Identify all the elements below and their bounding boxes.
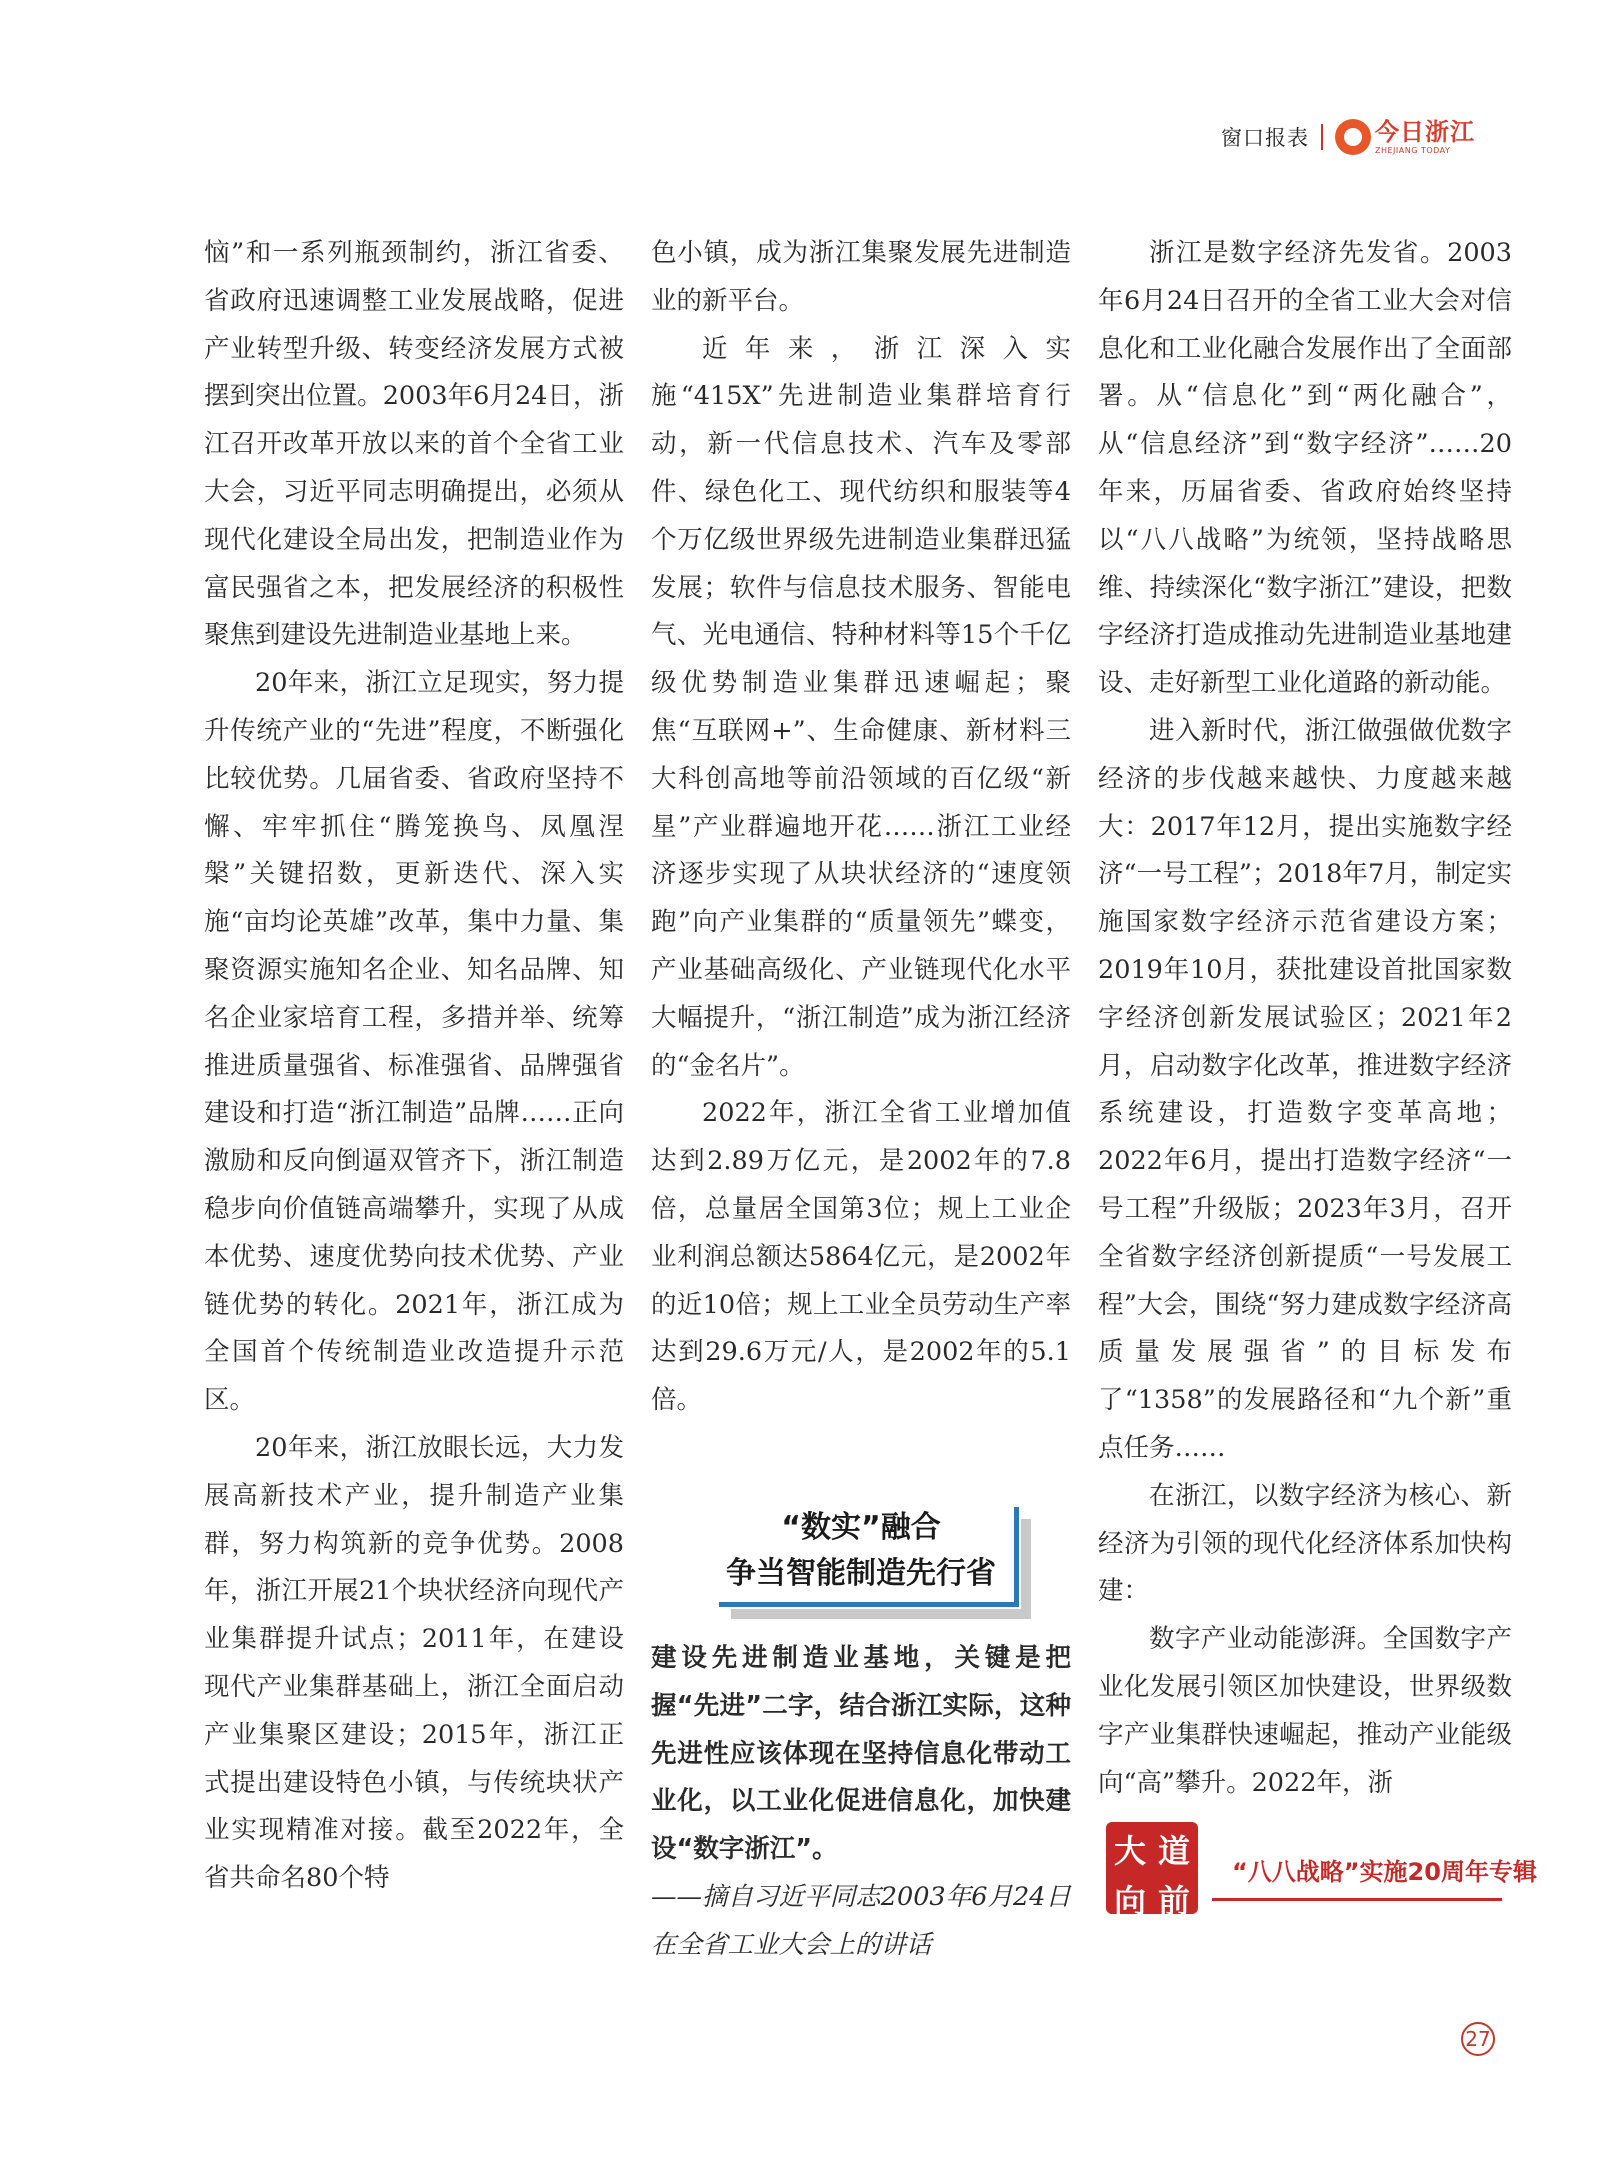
brand-name: 今日浙江: [1375, 116, 1475, 146]
column-1: [204, 230, 624, 1903]
brand-mark-icon: [1335, 119, 1371, 155]
column-3: [1098, 230, 1512, 1807]
paragraph: 进入新时代，浙江做强做优数字经济的步伐越来越快、力度越来越大：2017年12月，提出实施数字经济“一号工程”；2018年7月，制定实施国家数字经济示范省建设方案；2019年10月，获批建设首批国家数字经济创新发展试验区；2021年2月，启动数字化改革，推进数字经济系统建设，打造数字变革高地；2022年6月，提出打造数字经济“一号工程”升级版；2023年3月，召开全省数字经济创新提质“一号发展工程”大会，围绕“努力建成数字经济高质量发展强省”的目标发布了“1358”的发展路径和“九个新”重点任务……: [1098, 715, 1512, 1463]
page-header: [1221, 112, 1475, 162]
brand-text: [1375, 116, 1475, 155]
paragraph: 浙江是数字经济先发省。2003年6月24日召开的全省工业大会对信息化和工业化融合发展作出了全面部署。从“信息化”到“两化融合”，从“信息经济”到“数字经济”……20年来，历届省委、省政府始终坚持以“八八战略”为统领，坚持战略思维、持续深化“数字浙江”建设，把数字经济打造成推动先进制造业基地建设、走好新型工业化道路的新动能。: [1098, 238, 1512, 699]
subhead-accent-bar: [1014, 1507, 1019, 1607]
series-title: “八八战略”实施20周年专辑: [1232, 1858, 1537, 1886]
paragraph: 20年来，浙江放眼长远，大力发展高新技术产业，提升制造产业集群，努力构筑新的竞争优势。2008年，浙江开展21个块状经济向现代产业集群提升试点；2011年，在建设现代产业集群基础上，浙江全面启动产业集聚区建设；2015年，浙江正式提出建设特色小镇，与传统块状产业实现精准对接。截至2022年，全省共命名80个特: [204, 1432, 624, 1894]
section-subheading: [651, 1485, 1071, 1635]
subhead-line-1: “数实”融合: [781, 1509, 941, 1545]
stamp-char: 前: [1157, 1882, 1190, 1920]
stamp-char: 道: [1157, 1832, 1190, 1870]
pull-quote: 建设先进制造业基地，关键是把握“先进”二字，结合浙江实际，这种先进性应该体现在坚持信息化带动工业化，以工业化促进信息化，加快建设“数字浙江”。: [651, 1642, 1071, 1865]
footer-underline: [1212, 1898, 1502, 1901]
paragraph: 在浙江，以数字经济为核心、新经济为引领的现代化经济体系加快构建：: [1098, 1480, 1512, 1607]
quote-source: ——摘自习近平同志2003年6月24日在全省工业大会上的讲话: [651, 1881, 1071, 1960]
stamp-char: 大: [1113, 1832, 1146, 1870]
paragraph: 数字产业动能澎湃。全国数字产业化发展引领区加快建设，世界级数字产业集群快速崛起，推动产业能级向“高”攀升。2022年，浙: [1098, 1624, 1512, 1798]
paragraph: 2022年，浙江全省工业增加值达到2.89万亿元，是2002年的7.8倍，总量居全国第3位；规上工业企业利润总额达5864亿元，是2002年的近10倍；规上工业全员劳动生产率达到29.6万元/人，是2002年的5.1倍。: [651, 1098, 1071, 1416]
subhead-title: [651, 1485, 1071, 1597]
paragraph: 色小镇，成为浙江集聚发展先进制造业的新平台。: [651, 238, 1071, 316]
page-number: 27: [1461, 2022, 1495, 2056]
paragraph: 20年来，浙江立足现实，努力提升传统产业的“先进”程度，不断强化比较优势。几届省委、省政府坚持不懈、牢牢抓住“腾笼换鸟、凤凰涅槃”关键招数，更新迭代、深入实施“亩均论英雄”改革，集中力量、集聚资源实施知名企业、知名品牌、知名企业家培育工程，多措并举、统筹推进质量强省、标准强省、品牌强省建设和打造“浙江制造”品牌……正向激励和反向倒逼双管齐下，浙江制造稳步向价值链高端攀升，实现了从成本优势、速度优势向技术优势、产业链优势的转化。2021年，浙江成为全国首个传统制造业改造提升示范区。: [204, 668, 624, 1416]
paragraph: 恼”和一系列瓶颈制约，浙江省委、省政府迅速调整工业发展战略，促进产业转型升级、转变经济发展方式被摆到突出位置。2003年6月24日，浙江召开改革开放以来的首个全省工业大会，习近平同志明确提出，必须从现代化建设全局出发，把制造业作为富民强省之本，把发展经济的积极性聚焦到建设先进制造业基地上来。: [204, 238, 624, 651]
subhead-shadow: [1021, 1519, 1031, 1615]
column-2: [651, 230, 1071, 1970]
stamp-char: 向: [1113, 1882, 1146, 1920]
subhead-shadow: [731, 1609, 1031, 1619]
subhead-line-2: 争当智能制造先行省: [726, 1555, 996, 1591]
header-divider: [1321, 124, 1323, 150]
brand-logo: [1335, 116, 1475, 155]
subhead-accent-bar: [719, 1602, 1019, 1607]
brand-name-en: ZHEJIANG TODAY: [1375, 145, 1451, 155]
paragraph: 近年来，浙江深入实施“415X”先进制造业集群培育行动，新一代信息技术、汽车及零部件、绿色化工、现代纺织和服装等4个万亿级世界级先进制造业集群迅猛发展；软件与信息技术服务、智能电气、光电通信、特种材料等15个千亿级优势制造业集群迅速崛起；聚焦“互联网+”、生命健康、新材料三大科创高地等前沿领域的百亿级“新星”产业群遍地开花……浙江工业经济逐步实现了从块状经济的“速度领跑”向产业集群的“质量领先”蝶变，产业基础高级化、产业链现代化水平大幅提升，“浙江制造”成为浙江经济的“金名片”。: [651, 333, 1071, 1081]
seal-stamp: [1106, 1822, 1198, 1920]
section-label: 窗口报表: [1221, 126, 1309, 150]
